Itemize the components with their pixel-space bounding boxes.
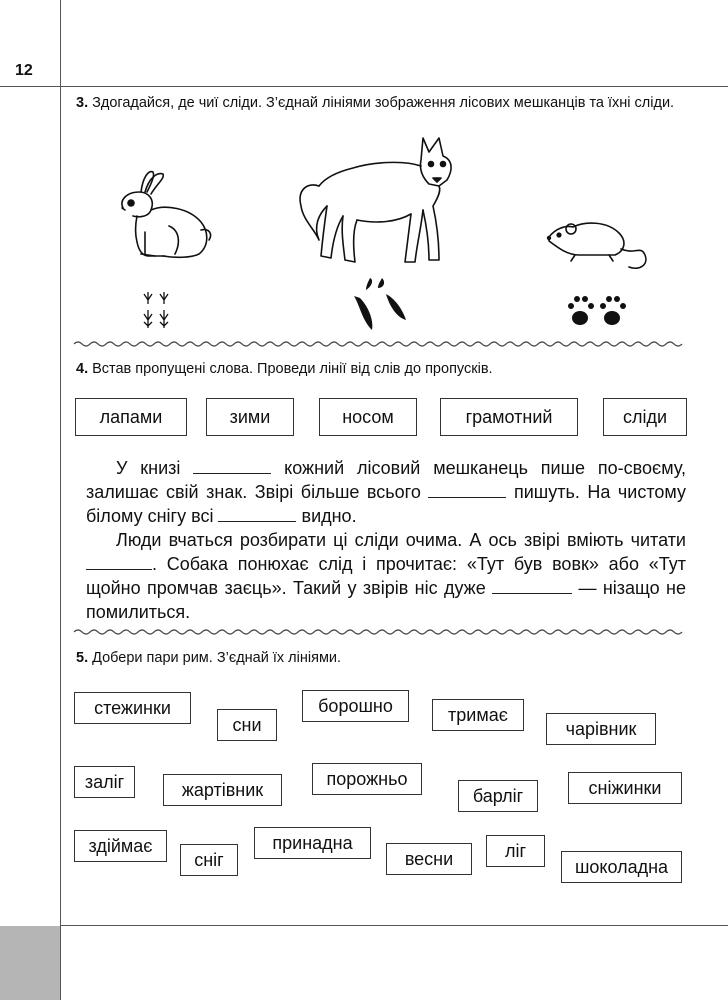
- task-4-instruction: [76, 358, 686, 380]
- corner-block: [0, 926, 60, 1000]
- rhyme-card[interactable]: жартівник: [163, 774, 282, 806]
- blank-field[interactable]: [218, 507, 296, 522]
- word-card[interactable]: зими: [206, 398, 294, 436]
- section-divider: [74, 340, 682, 348]
- rabbit-illustration[interactable]: [105, 170, 215, 265]
- section-divider: [74, 628, 682, 636]
- task-3-instruction: [76, 92, 686, 114]
- task-4-text-body: [86, 456, 686, 624]
- rhyme-card[interactable]: здіймає: [74, 830, 167, 862]
- rhyme-card[interactable]: тримає: [432, 699, 524, 731]
- rhyme-card[interactable]: принадна: [254, 827, 371, 859]
- footer-line: [60, 925, 728, 926]
- task-5-instruction: [76, 647, 686, 669]
- rabbit-tracks-icon[interactable]: [140, 288, 176, 332]
- rhyme-card[interactable]: сніжинки: [568, 772, 682, 804]
- task-5-text: Добери пари рим. З’єднай їх лініями.: [92, 650, 342, 666]
- paragraph-2: Люди вчаться розбирати ці сліди очима. А ось звірі вміють читати . Собака понюхає слід і прочитає: «Тут був вовк» або «Тут щойно промчав заєць». Такий у звірів ніс дуже — нізащо не помилиться.: [86, 530, 686, 622]
- word-card[interactable]: грамотний: [440, 398, 578, 436]
- margin-line: [60, 0, 61, 1000]
- word-card[interactable]: лапами: [75, 398, 187, 436]
- task-3-text: Здогадайся, де чиї сліди. З’єднай лініями зображення лісових мешканців та їхні сліди.: [92, 95, 675, 111]
- header-line: [0, 86, 728, 87]
- blank-field[interactable]: [193, 459, 271, 474]
- rhyme-card[interactable]: чарівник: [546, 713, 656, 745]
- wolf-illustration[interactable]: [293, 130, 463, 280]
- blank-field[interactable]: [86, 555, 152, 570]
- rhyme-card[interactable]: порожньо: [312, 763, 422, 795]
- rhyme-card[interactable]: ліг: [486, 835, 545, 867]
- paragraph-1: У книзі кожний лісовий мешканець пише по-своєму, залишає свій знак. Звірі більше всього пишуть. На чистому білому снігу всі видно.: [86, 458, 686, 526]
- task-5-number: 5.: [76, 650, 89, 666]
- rhyme-card[interactable]: борошно: [302, 690, 409, 722]
- blank-field[interactable]: [428, 483, 506, 498]
- rhyme-card[interactable]: стежинки: [74, 692, 191, 724]
- rhyme-card[interactable]: сни: [217, 709, 277, 741]
- rhyme-card[interactable]: весни: [386, 843, 472, 875]
- task-4-number: 4.: [76, 361, 89, 377]
- page-number: 12: [15, 62, 33, 79]
- task-4-text: Встав пропущені слова. Проведи лінії від слів до пропусків.: [92, 361, 493, 377]
- wolf-tracks-icon[interactable]: [350, 276, 410, 332]
- rhyme-card[interactable]: барліг: [458, 780, 538, 812]
- mouse-tracks-icon[interactable]: [566, 290, 630, 332]
- rhyme-card[interactable]: сніг: [180, 844, 238, 876]
- word-card[interactable]: сліди: [603, 398, 687, 436]
- rhyme-card[interactable]: шоколадна: [561, 851, 682, 883]
- task-3-number: 3.: [76, 95, 89, 111]
- rhyme-card[interactable]: заліг: [74, 766, 135, 798]
- word-card[interactable]: носом: [319, 398, 417, 436]
- mouse-illustration[interactable]: [545, 215, 655, 275]
- blank-field[interactable]: [492, 579, 572, 594]
